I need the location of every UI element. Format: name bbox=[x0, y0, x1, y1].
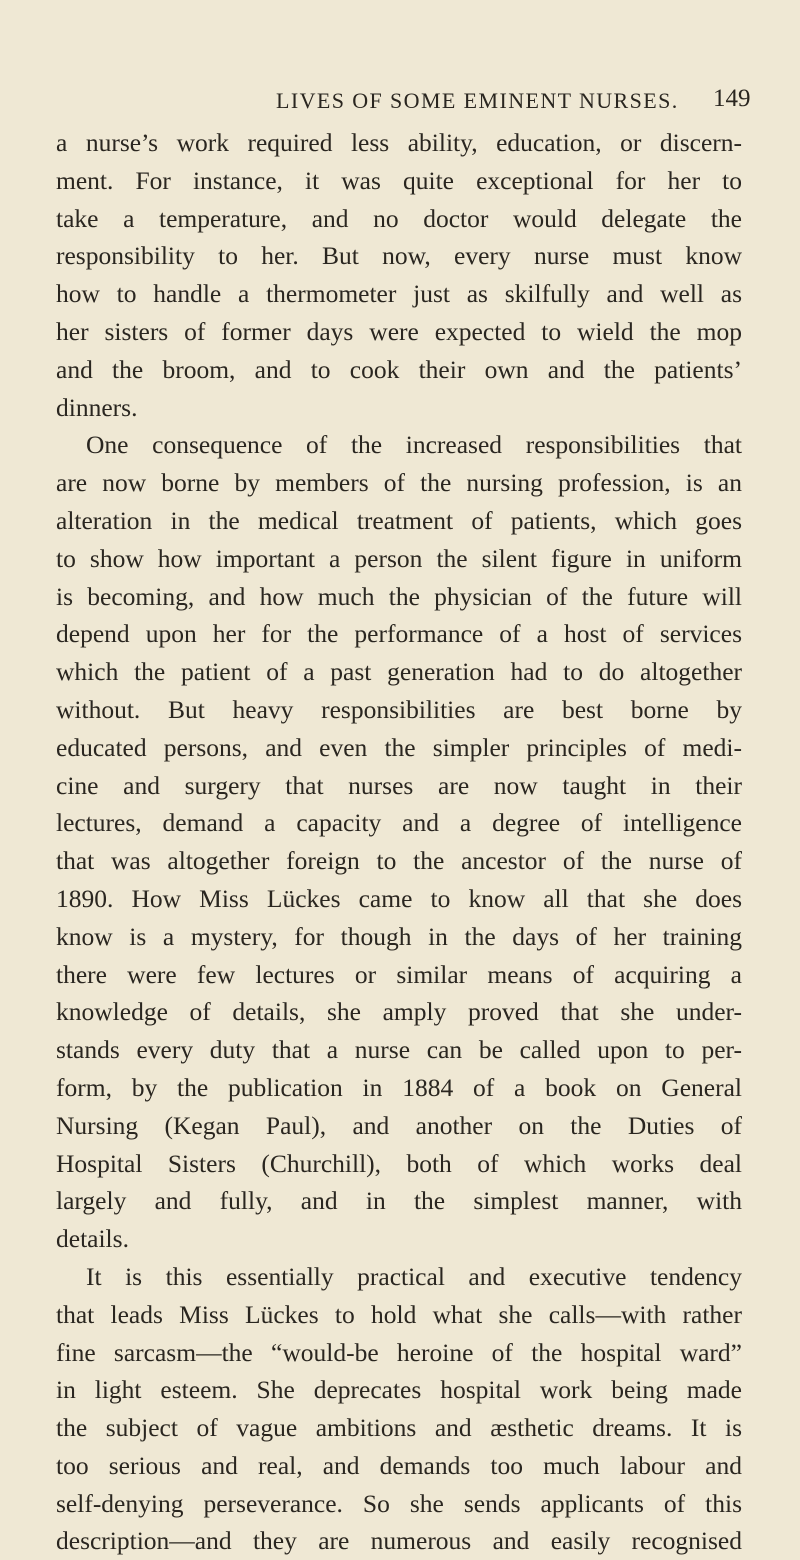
text-line: her sisters of former days were expected to wield the mop bbox=[56, 316, 742, 346]
text-line: 1890. How Miss Lückes came to know all that she does bbox=[56, 883, 742, 913]
text-line: that was altogether foreign to the ancestor of the nurse of bbox=[56, 846, 742, 876]
running-title: LIVES OF SOME EMINENT NURSES. bbox=[276, 88, 679, 113]
text-line: depend upon her for the performance of a host of services bbox=[56, 619, 742, 649]
text-line: and the broom, and to cook their own and the patients’ bbox=[56, 354, 742, 384]
text-line: lectures, demand a capacity and a degree of intelligence bbox=[56, 808, 742, 838]
text-line: to show how important a person the silent figure in uniform bbox=[56, 543, 742, 573]
body-text bbox=[56, 124, 742, 1560]
text-line: details. bbox=[56, 1224, 129, 1254]
text-line: alteration in the medical treatment of patients, which goes bbox=[56, 505, 742, 535]
text-line: there were few lectures or similar means of acquiring a bbox=[56, 959, 742, 989]
text-line: are now borne by members of the nursing profession, is an bbox=[56, 468, 742, 498]
text-line: in light esteem. She deprecates hospital work being made bbox=[56, 1375, 742, 1405]
text-line: stands every duty that a nurse can be called upon to per- bbox=[56, 1035, 742, 1065]
text-line: Nursing (Kegan Paul), and another on the Duties of bbox=[56, 1110, 742, 1140]
text-line: It is this essentially practical and executive tendency bbox=[86, 1261, 742, 1291]
text-line: the subject of vague ambitions and æsthetic dreams. It is bbox=[56, 1413, 742, 1443]
text-line: description—and they are numerous and easily recognised bbox=[56, 1526, 742, 1556]
text-line: ment. For instance, it was quite exceptional for her to bbox=[56, 165, 742, 195]
page-number: 149 bbox=[713, 85, 751, 112]
text-line: which the patient of a past generation had to do altogether bbox=[56, 657, 742, 687]
text-line: form, by the publication in 1884 of a book on General bbox=[56, 1072, 742, 1102]
text-line: Hospital Sisters (Churchill), both of which works deal bbox=[56, 1148, 742, 1178]
text-line: that leads Miss Lückes to hold what she calls—with rather bbox=[56, 1299, 742, 1329]
text-line: largely and fully, and in the simplest manner, with bbox=[56, 1186, 742, 1216]
text-line: take a temperature, and no doctor would delegate the bbox=[56, 203, 742, 233]
text-line: know is a mystery, for though in the days of her training bbox=[56, 921, 742, 951]
text-line: One consequence of the increased responsibilities that bbox=[86, 430, 742, 460]
text-line: is becoming, and how much the physician of the future will bbox=[56, 581, 742, 611]
text-line: cine and surgery that nurses are now taught in their bbox=[56, 770, 742, 800]
text-line: a nurse’s work required less ability, education, or discern- bbox=[56, 128, 742, 157]
text-line: responsibility to her. But now, every nurse must know bbox=[56, 241, 742, 271]
text-line: how to handle a thermometer just as skilfully and well as bbox=[56, 279, 742, 309]
text-line: dinners. bbox=[56, 392, 138, 422]
text-line: knowledge of details, she amply proved that she under- bbox=[56, 997, 742, 1027]
text-line: self-denying perseverance. So she sends applicants of this bbox=[56, 1488, 742, 1518]
text-line: without. But heavy responsibilities are best borne by bbox=[56, 694, 742, 724]
text-line: educated persons, and even the simpler principles of medi- bbox=[56, 732, 742, 762]
text-line: fine sarcasm—the “would-be heroine of the hospital ward” bbox=[56, 1337, 742, 1367]
text-line: too serious and real, and demands too much labour and bbox=[56, 1450, 742, 1480]
